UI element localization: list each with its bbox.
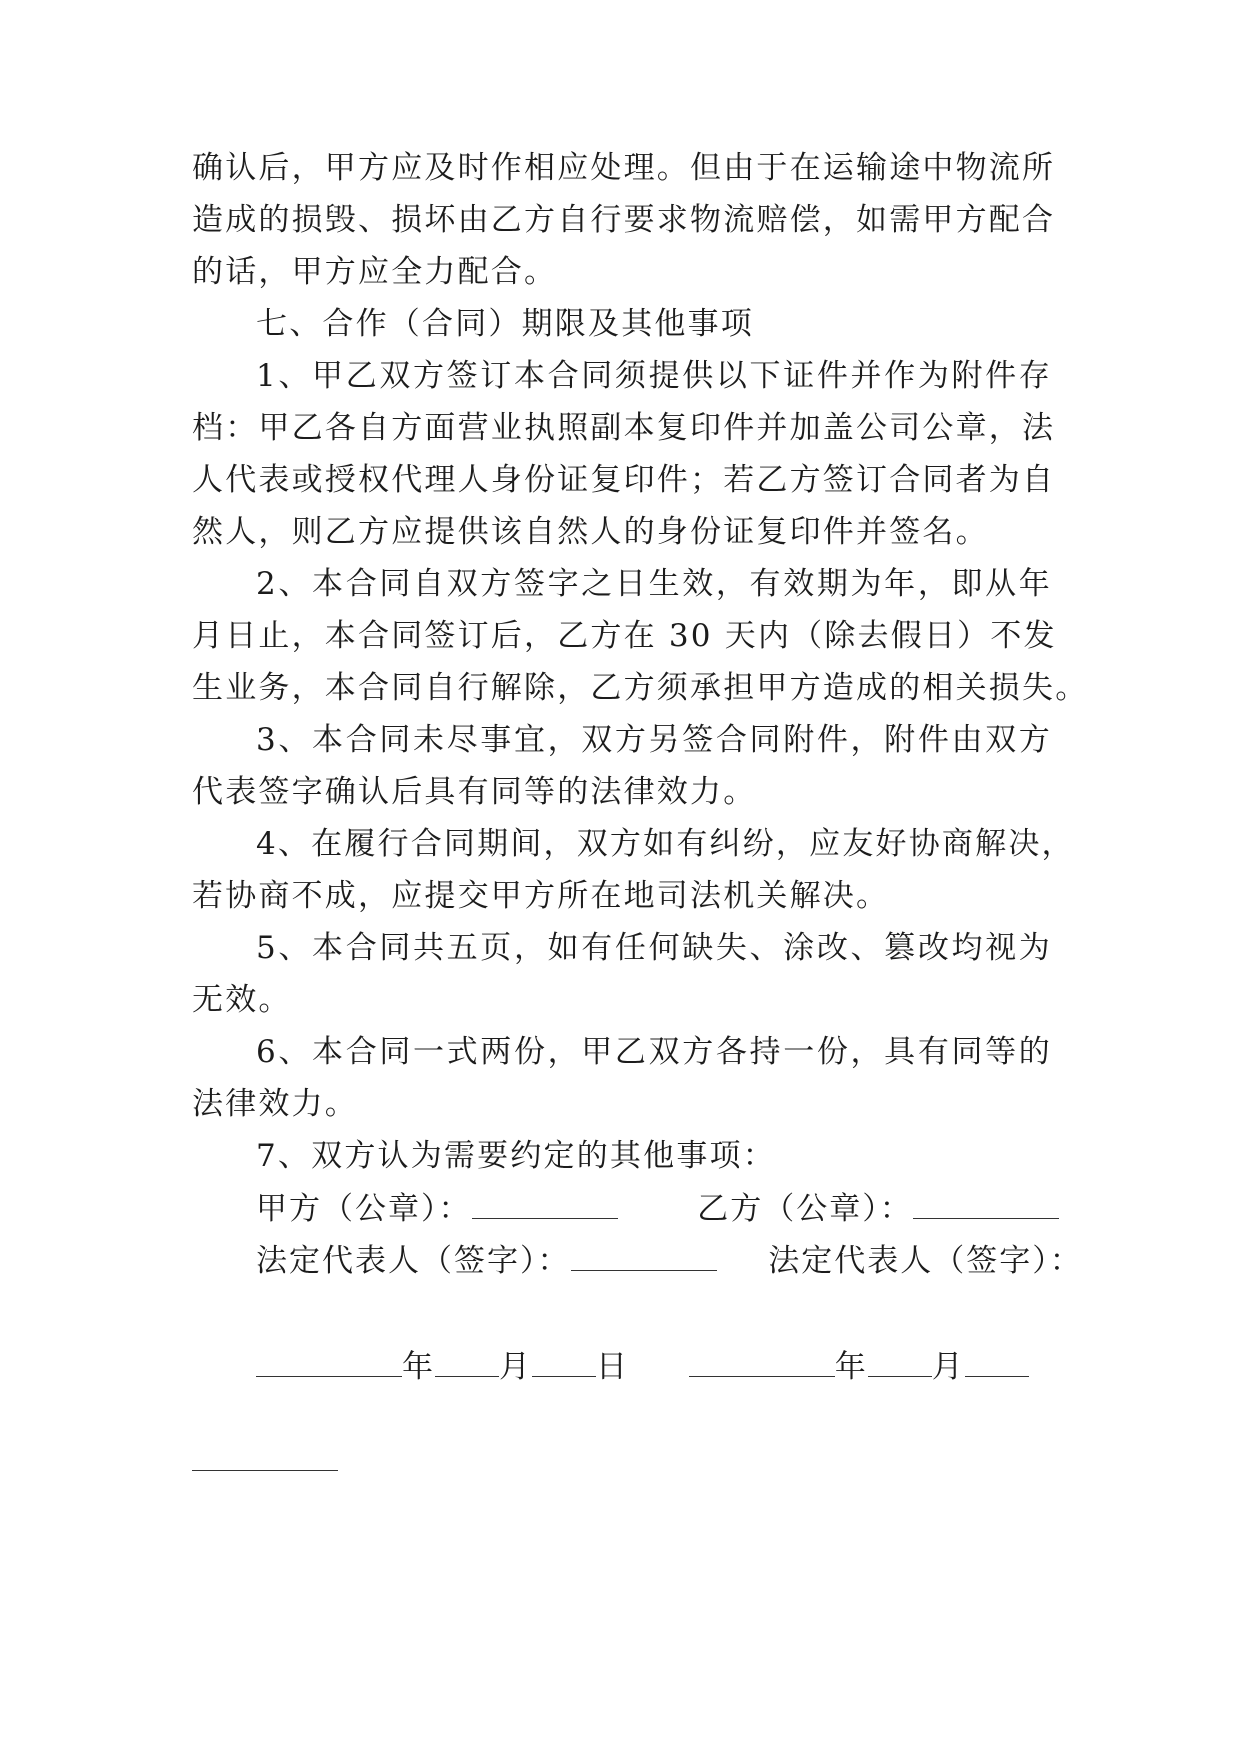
month-b-label: 月	[931, 1349, 965, 1385]
year-b-blank	[689, 1346, 835, 1377]
month-a-blank	[435, 1346, 499, 1377]
party-b-seal-blank	[913, 1188, 1059, 1219]
paragraph-line: 人代表或授权代理人身份证复印件；若乙方签订合同者为自	[192, 462, 1056, 498]
day-a-blank	[532, 1346, 596, 1377]
year-a-blank	[256, 1346, 402, 1377]
paragraph-line: 确认后，甲方应及时作相应处理。但由于在运输途中物流所	[192, 150, 1056, 186]
month-b-blank	[868, 1346, 932, 1377]
paragraph-line: 1、甲乙双方签订本合同须提供以下证件并作为附件存	[256, 358, 1052, 394]
paragraph-line: 5、本合同共五页，如有任何缺失、涂改、篡改均视为	[256, 930, 1052, 966]
date-row	[256, 1346, 1056, 1387]
legal-rep-a-label: 法定代表人（签字）：	[256, 1243, 571, 1279]
paragraph-line: 月日止，本合同签订后，乙方在 30 天内（除去假日）不发	[192, 618, 1057, 654]
paragraph-line: 代表签字确认后具有同等的法律效力。	[192, 774, 757, 810]
legal-rep-a-blank	[571, 1240, 717, 1271]
paragraph-line: 4、在履行合同期间，双方如有纠纷，应友好协商解决，	[256, 826, 1075, 862]
paragraph-line: 然人，则乙方应提供该自然人的身份证复印件并签名。	[192, 514, 989, 550]
paragraph-line: 法律效力。	[192, 1086, 358, 1122]
paragraph-line: 6、本合同一式两份，甲乙双方各持一份，具有同等的	[256, 1034, 1052, 1070]
legal-rep-row	[256, 1240, 1083, 1281]
paragraph-line: 生业务，本合同自行解除，乙方须承担甲方造成的相关损失。	[192, 670, 1089, 706]
month-a-label: 月	[499, 1349, 532, 1385]
day-b-blank	[965, 1346, 1029, 1377]
legal-rep-b-blank	[192, 1470, 338, 1471]
paragraph-line: 3、本合同未尽事宜，双方另签合同附件，附件由双方	[256, 722, 1052, 758]
paragraph-line: 2、本合同自双方签字之日生效，有效期为年，即从年	[256, 566, 1052, 602]
section-heading: 七、合作（合同）期限及其他事项	[256, 306, 754, 342]
party-a-seal-label: 甲方（公章）：	[256, 1191, 472, 1227]
party-a-seal-blank	[472, 1188, 618, 1219]
paragraph-line: 若协商不成，应提交甲方所在地司法机关解决。	[192, 878, 890, 914]
seal-row	[256, 1188, 1056, 1229]
paragraph-line: 7、双方认为需要约定的其他事项：	[256, 1138, 776, 1174]
paragraph-line: 档：甲乙各自方面营业执照副本复印件并加盖公司公章，法	[192, 410, 1056, 446]
paragraph-line: 的话，甲方应全力配合。	[192, 254, 558, 290]
year-b-label: 年	[834, 1349, 868, 1385]
year-a-label: 年	[402, 1349, 435, 1385]
party-b-seal-label: 乙方（公章）：	[697, 1191, 913, 1227]
paragraph-line: 无效。	[192, 982, 292, 1018]
paragraph-line: 造成的损毁、损坏由乙方自行要求物流赔偿，如需甲方配合	[192, 202, 1056, 238]
legal-rep-b-label: 法定代表人（签字）：	[768, 1243, 1083, 1279]
day-a-label: 日	[596, 1349, 629, 1385]
